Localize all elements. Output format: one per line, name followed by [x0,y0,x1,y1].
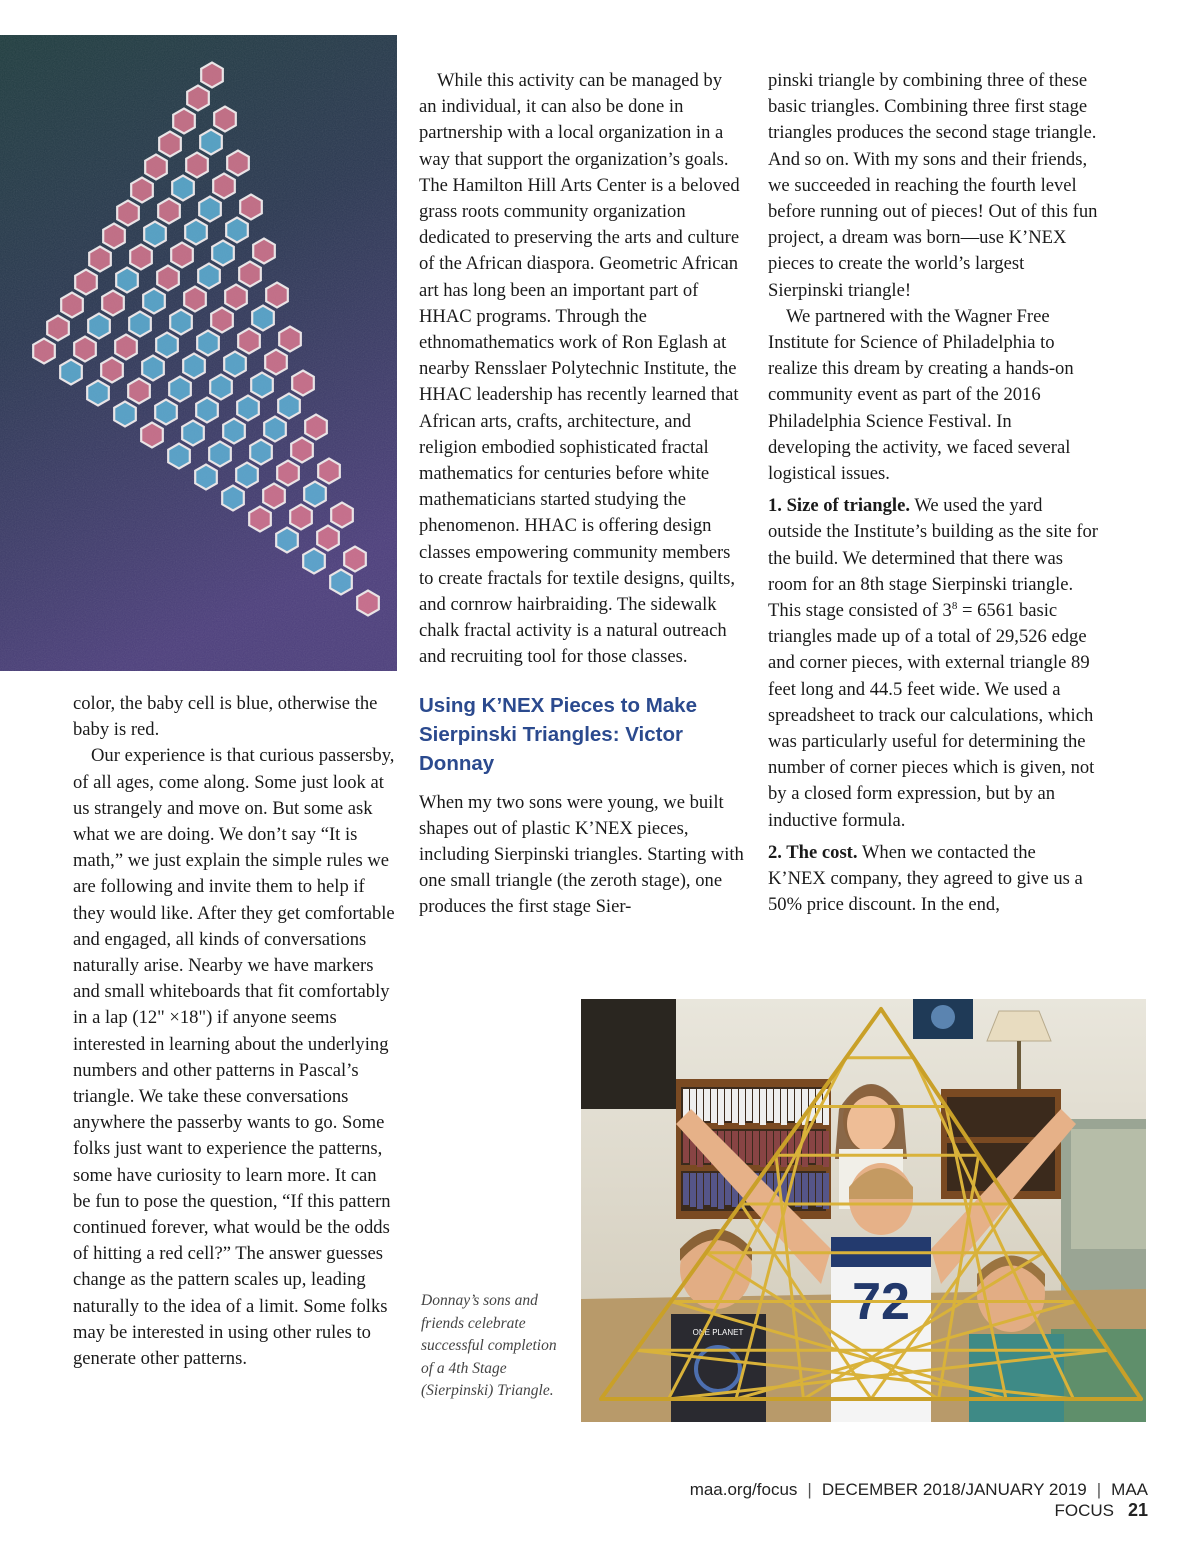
book-spine [704,1089,710,1121]
chalk-hexagon [213,174,235,199]
shirt-text: ONE PLANET [692,1328,744,1337]
chalk-hexagon [305,415,327,440]
chalk-hexagon [173,109,195,134]
chalk-hexagon [47,316,69,341]
chalk-hexagon [278,394,300,419]
book-spine [795,1089,801,1123]
col1-paragraph-2: Our experience is that curious passersby, of all ages, come along. Some just look at us strangely and move on. But some ask what we are doing. We don’t say “It is math,” we just explain the simple rules we are following and invite them to help if they would like. After they get comfortable and engaged, all kinds of conversations naturally arise. Nearby we have markers and small whiteboards that fit comfortably in a lap (12" ×18") if anyone seems interested in learning about the underlying numbers and other patterns in Pascal’s triangle. We take these conversations anywhere the passerby wants to go. Some folks just want to experience the patterns, some have curiosity to learn more. It can be fun to pose the question, “If this pattern continued forever, what would be the odds of hitting a red cell?” The answer guesses change as the pattern scales up, leading naturally to the idea of a limit. Some folks may be interested in using other rules to generate other patterns. [73,745,395,1370]
book-spine [760,1089,766,1125]
book-spine [788,1089,794,1121]
chalk-hexagon [172,176,194,201]
chalk-hexagon [155,400,177,425]
chalk-hexagon [130,245,152,270]
footer-url: maa.org/focus [689,1480,798,1499]
chalk-hexagon [196,398,218,423]
column-2 [419,68,744,921]
page-footer [600,1480,1148,1521]
chalk-hexagon [266,283,288,308]
chalk-hexagon [223,419,245,444]
chalk-hexagon [318,459,340,484]
chalk-hexagon [200,130,222,155]
col2-paragraph-1: While this activity can be managed by an individual, it can also be done in partnership with a local organization in a way that support the organization’s goals. The Hamilton Hill Arts Center is a beloved grass roots community organization dedicated to preserving the arts and culture of the African diaspora. Geometric African art has long been an important part of HHAC programs. Through the ethnomathematics work of Ron Eglash at nearby Rensslaer Polytechnic Institute, the HHAC leadership has recently learned that African arts, crafts, architecture, and religion embodied sophisticated fractal mathematics for centuries before white mathematicians started studying the phenomenon. HHAC is offering design classes empowering community members to create fractals for textile designs, quilts, and cornrow hairbraiding. The sidewalk chalk fractal activity is a natural outreach and recruiting tool for those classes. [419,70,740,668]
chalk-hexagon [226,218,248,243]
chalk-hexagon [101,358,123,383]
chalk-hexagon [277,461,299,486]
chalk-hexagon [186,153,208,178]
footer-separator: | [807,1480,812,1499]
chalk-hexagon [183,354,205,379]
chalk-hexagon [330,570,352,595]
chalk-hexagon [143,289,165,314]
chalk-hexagon [182,421,204,446]
book-spine [795,1173,801,1207]
chalk-hexagon [263,484,285,509]
chalk-hexagon [227,151,249,176]
book-spine [809,1173,815,1205]
book-spine [823,1131,829,1167]
item-text-size-a: We used the yard outside the Institute’s building as the site for the build. We determined that there was room for an 8th stage Sierpinski triangle. This stage consisted of 3 [768,495,1098,622]
chalk-hexagon [253,239,275,264]
chalk-hexagon [87,381,109,406]
chalk-hexagon [88,314,110,339]
chalk-hexagon [303,549,325,574]
exponent: 8 [951,599,958,612]
book-spine [767,1089,773,1121]
chalk-hexagon [264,417,286,442]
chalk-hexagon [61,293,83,318]
item-title-size: 1. Size of triangle. [768,495,911,517]
footer-publication: MAA FOCUS [1054,1480,1148,1520]
chalk-hexagon [252,306,274,331]
chalk-hexagon [212,241,234,266]
chalk-hexagon [201,63,223,88]
chalk-hexagon [214,107,236,132]
chalk-hexagon [292,371,314,396]
chalk-hexagon [239,262,261,287]
chalk-hexagon [317,526,339,551]
col2-paragraph-2: When my two sons were young, we built shapes out of plastic K’NEX pieces, including Sierpinski triangles. Starting with one small triangle (the zeroth stage), one produces the first stage Sier- [419,791,744,918]
book-spine [732,1089,738,1123]
list-item-cost [768,840,1098,919]
chalk-hexagon [144,222,166,247]
book-spine [746,1131,752,1163]
book-spine [697,1173,703,1209]
book-spine [725,1089,731,1121]
book-spine [809,1131,815,1163]
book-spine [683,1173,689,1205]
page-number: 21 [1127,1500,1148,1520]
book-spine [816,1173,822,1207]
chalk-hexagon [103,224,125,249]
book-spine [739,1089,745,1125]
chalk-hexagon [115,335,137,360]
column-1 [73,691,398,1372]
chalk-hexagon [33,339,55,364]
footer-separator: | [1096,1480,1102,1499]
chalk-hexagon [240,195,262,220]
item-title-cost: 2. The cost. [768,841,858,863]
chalk-hexagon [158,199,180,224]
list-item-size [768,493,1098,834]
chalk-hexagon [128,379,150,404]
chalk-hexagon [198,264,220,289]
knex-triangle-photo [581,999,1146,1422]
chalk-hexagon [157,266,179,291]
chalk-hexagon [222,486,244,511]
book-spine [753,1131,759,1165]
chalk-fractal-illustration [0,35,397,671]
chalk-hexagon [75,270,97,295]
book-spine [718,1173,724,1209]
chalk-hexagon [74,337,96,362]
column-3 [768,68,1098,919]
chalk-hexagon [184,287,206,312]
book-spine [774,1089,780,1123]
chalk-hexagon [197,331,219,356]
chalk-hexagon [171,243,193,268]
book-spine [746,1089,752,1121]
chalk-hexagon [142,356,164,381]
item-text-cost: When we contacted the K’NEX company, they agreed to give us a 50% price discount. In the end, [768,841,1083,916]
chalk-hexagon [187,86,209,111]
chalk-hexagon [224,352,246,377]
chalk-hexagon [169,377,191,402]
chalk-hexagon [236,463,258,488]
chalk-hexagon [265,350,287,375]
chalk-hexagon [117,201,139,226]
footer-issue: DECEMBER 2018/JANUARY 2019 [821,1480,1087,1499]
chalk-hexagon [168,444,190,469]
chalk-fractal-photo [0,35,397,671]
book-spine [781,1089,787,1125]
chalk-hexagon [199,197,221,222]
chalk-hexagon [331,503,353,528]
chalk-hexagon [279,327,301,352]
book-spine [816,1131,822,1165]
book-spine [704,1173,710,1205]
chalk-hexagon [211,308,233,333]
chalk-hexagon [251,373,273,398]
chalk-hexagon [357,591,379,616]
chalk-hexagon [237,396,259,421]
book-spine [711,1173,717,1207]
book-spine [711,1089,717,1123]
chalk-hexagon [195,465,217,490]
chalk-hexagon [185,220,207,245]
knex-photo-illustration [581,999,1146,1422]
chalk-hexagon [238,329,260,354]
chalk-hexagon [159,132,181,157]
chalk-hexagon [89,247,111,272]
chalk-hexagon [102,291,124,316]
chalk-hexagon [60,360,82,385]
chalk-hexagon [344,547,366,572]
chalk-hexagon [131,178,153,203]
col3-paragraph-2: We partnered with the Wagner Free Institute for Science of Philadelphia to realize this dream by creating a hands-on community event as part of the 2016 Philadelphia Science Festival. In developing the activity, we faced several logistical issues. [768,305,1074,485]
item-text-size-b: = 6561 basic triangles made up of a total of 29,526 edge and corner pieces, with external triangle 89 feet long and 44.5 feet wide. We used a spreadsheet to track our calculations, which was particularly useful for determining the number of corner pieces which is given, not by a closed form expression, but by an inductive formula. [768,600,1095,831]
chalk-hexagon [210,375,232,400]
chalk-hexagon [291,438,313,463]
col3-paragraph-1: pinski triangle by combining three of these basic triangles. Combining three first stage triangles produces the second stage triangle. And so on. With my sons and their friends, we succeeded in reaching the fourth level before running out of pieces! Out of this fun project, a dream was born—use K’NEX pieces to create the world’s largest Sierpinski triangle! [768,70,1098,301]
chalk-hexagon [129,312,151,337]
chalk-hexagon [114,402,136,427]
section-heading: Using K’NEX Pieces to Make Sierpinski Triangles: Victor Donnay [419,693,697,775]
chalk-hexagon [290,505,312,530]
book-spine [690,1173,696,1207]
book-spine [718,1089,724,1125]
chalk-hexagon [209,442,231,467]
chalk-hexagon [145,155,167,180]
chalk-hexagon [276,528,298,553]
photo-caption: Donnay’s sons and friends celebrate successful completion of a 4th Stage (Sierpinski) Triangle. [421,1292,557,1399]
chalk-hexagon [225,285,247,310]
jersey-number: 72 [852,1273,910,1331]
chalk-hexagon [304,482,326,507]
chalk-hexagon [156,333,178,358]
col1-paragraph-1: color, the baby cell is blue, otherwise the baby is red. [73,693,378,741]
chalk-hexagon [249,507,271,532]
chalk-hexagon [116,268,138,293]
book-spine [760,1131,766,1167]
chalk-hexagon [170,310,192,335]
chalk-hexagon [141,423,163,448]
chalk-hexagon [250,440,272,465]
book-spine [753,1089,759,1123]
